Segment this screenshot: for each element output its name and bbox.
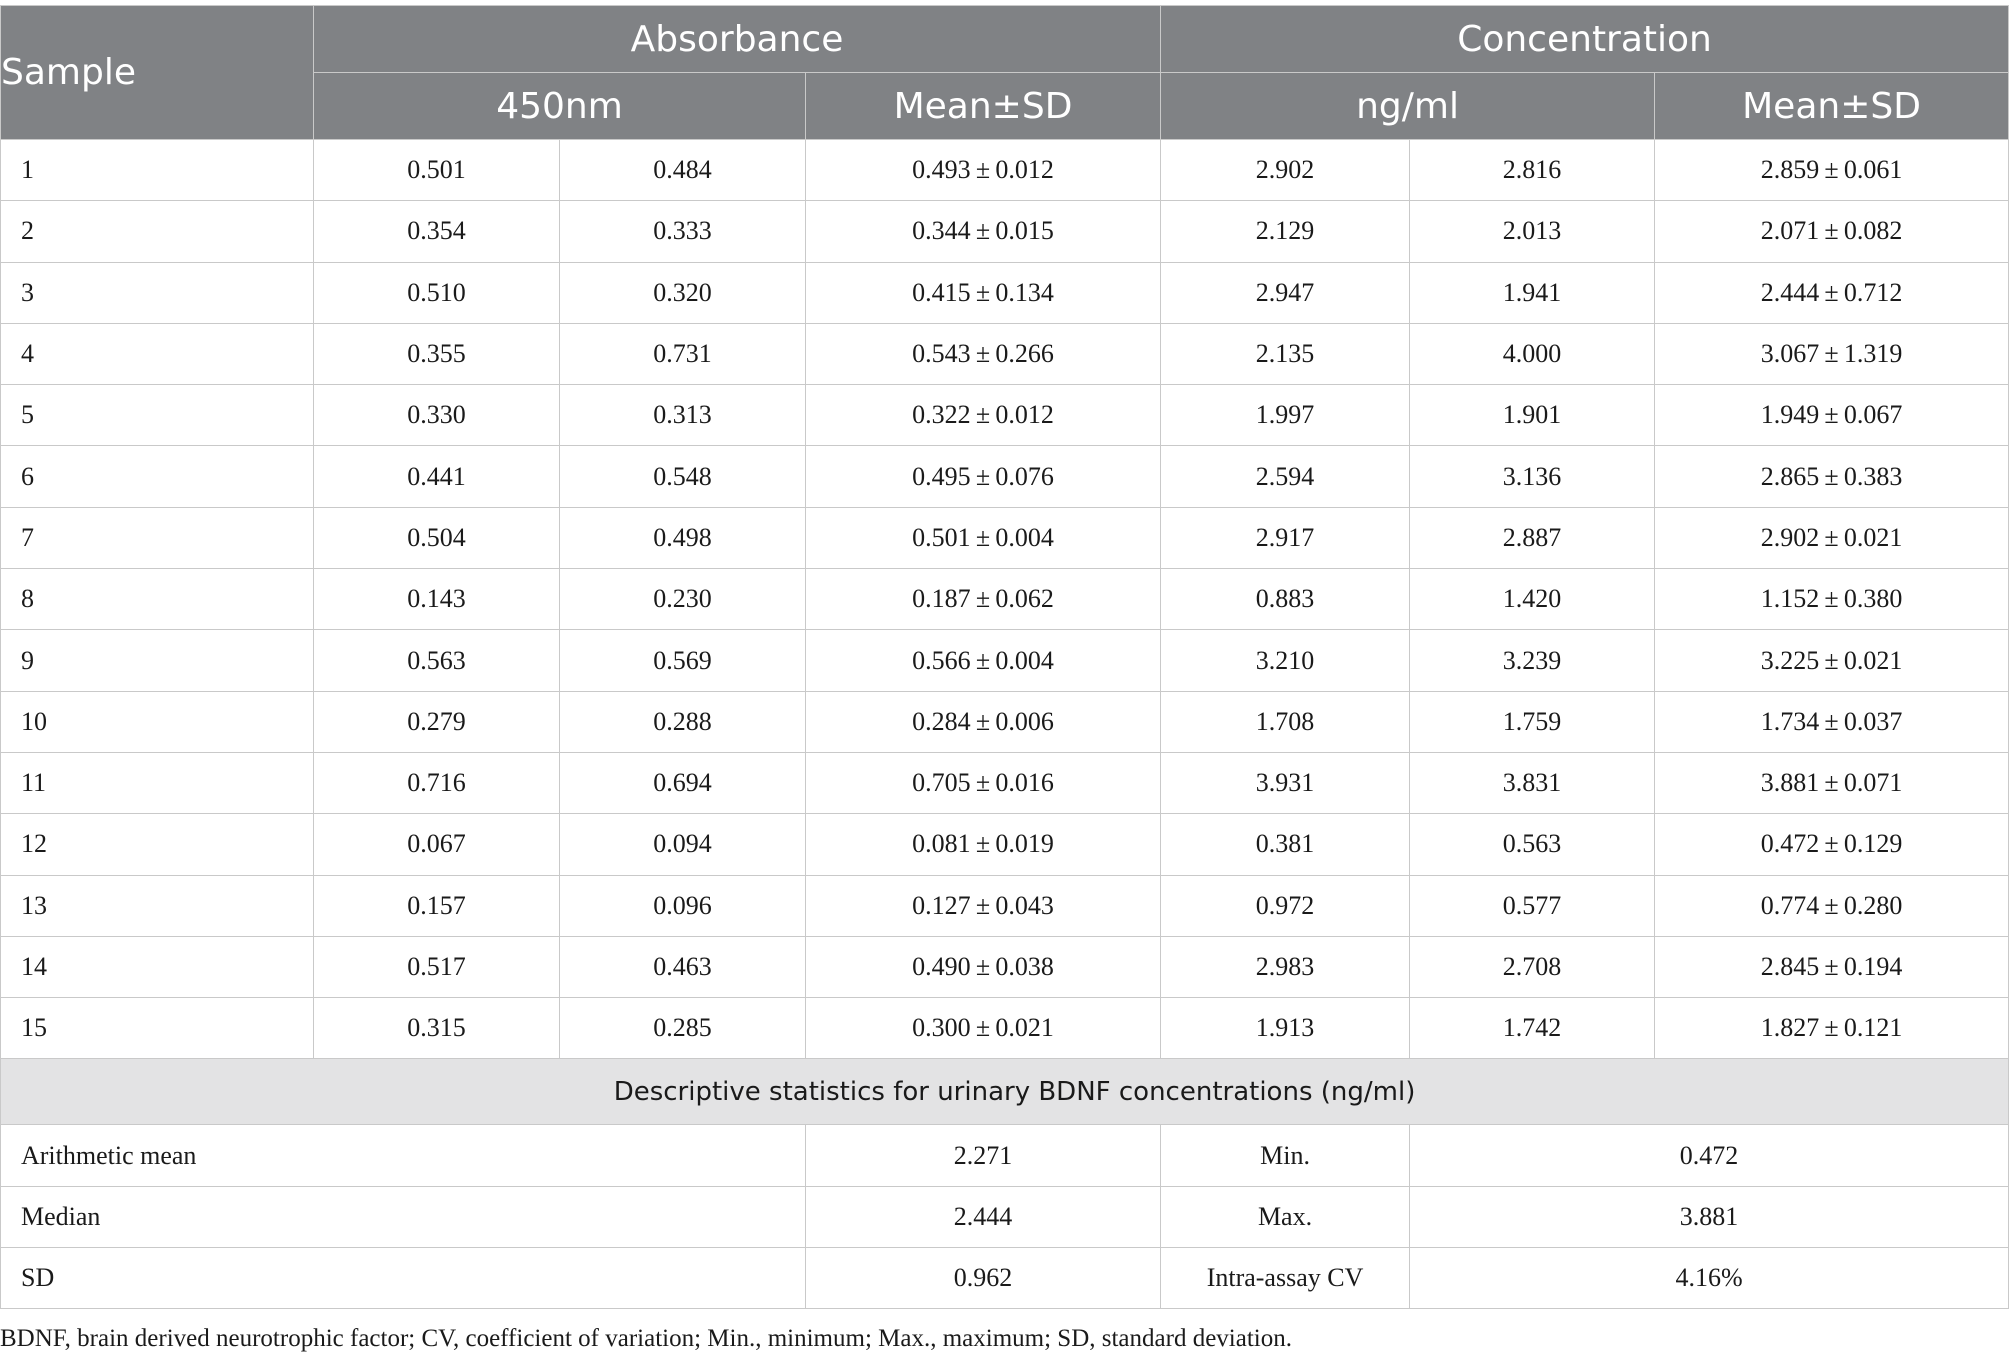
concentration-rep1-cell: 2.902 (1161, 140, 1410, 201)
absorbance-mean-cell: 0.127 ± 0.043 (806, 875, 1161, 936)
concentration-rep1-cell: 2.594 (1161, 446, 1410, 507)
table-row (1, 691, 2009, 752)
absorbance-rep2-cell: 0.094 (560, 814, 806, 875)
concentration-rep2-cell: 1.759 (1410, 691, 1655, 752)
concentration-mean-cell: 2.902 ± 0.021 (1655, 507, 2009, 568)
sample-cell: 10 (1, 691, 314, 752)
concentration-mean-cell: 3.881 ± 0.071 (1655, 752, 2009, 813)
absorbance-rep2-cell: 0.285 (560, 998, 806, 1059)
stat-label: Arithmetic mean (1, 1125, 806, 1186)
absorbance-mean-cell: 0.495 ± 0.076 (806, 446, 1161, 507)
table-row (1, 569, 2009, 630)
concentration-unit-header: ng/ml (1161, 73, 1655, 140)
concentration-rep1-cell: 2.135 (1161, 323, 1410, 384)
concentration-header: Concentration (1161, 6, 2009, 73)
concentration-mean-header: Mean±SD (1655, 73, 2009, 140)
absorbance-mean-cell: 0.300 ± 0.021 (806, 998, 1161, 1059)
concentration-rep2-cell: 1.742 (1410, 998, 1655, 1059)
absorbance-mean-cell: 0.501 ± 0.004 (806, 507, 1161, 568)
concentration-rep2-cell: 3.136 (1410, 446, 1655, 507)
absorbance-rep2-cell: 0.320 (560, 262, 806, 323)
concentration-mean-cell: 2.444 ± 0.712 (1655, 262, 2009, 323)
concentration-mean-cell: 0.472 ± 0.129 (1655, 814, 2009, 875)
absorbance-rep2-cell: 0.096 (560, 875, 806, 936)
concentration-mean-cell: 1.949 ± 0.067 (1655, 385, 2009, 446)
absorbance-rep1-cell: 0.143 (314, 569, 560, 630)
stats-section-row (1, 1059, 2009, 1125)
absorbance-mean-cell: 0.344 ± 0.015 (806, 201, 1161, 262)
stat-value-2: 0.472 (1410, 1125, 2009, 1186)
concentration-rep2-cell: 4.000 (1410, 323, 1655, 384)
concentration-rep2-cell: 1.901 (1410, 385, 1655, 446)
sample-cell: 12 (1, 814, 314, 875)
stat-value: 2.444 (806, 1186, 1161, 1247)
concentration-mean-cell: 2.845 ± 0.194 (1655, 936, 2009, 997)
stats-body (1, 1059, 2009, 1309)
concentration-mean-cell: 0.774 ± 0.280 (1655, 875, 2009, 936)
concentration-rep1-cell: 3.931 (1161, 752, 1410, 813)
sample-cell: 1 (1, 140, 314, 201)
absorbance-rep2-cell: 0.333 (560, 201, 806, 262)
absorbance-mean-header: Mean±SD (806, 73, 1161, 140)
concentration-rep2-cell: 3.831 (1410, 752, 1655, 813)
absorbance-rep1-cell: 0.354 (314, 201, 560, 262)
concentration-rep1-cell: 2.947 (1161, 262, 1410, 323)
absorbance-rep1-cell: 0.315 (314, 998, 560, 1059)
absorbance-rep1-cell: 0.279 (314, 691, 560, 752)
stats-row (1, 1125, 2009, 1186)
absorbance-mean-cell: 0.284 ± 0.006 (806, 691, 1161, 752)
sample-cell: 2 (1, 201, 314, 262)
sample-cell: 5 (1, 385, 314, 446)
table-row (1, 385, 2009, 446)
sample-cell: 3 (1, 262, 314, 323)
table-row (1, 875, 2009, 936)
concentration-rep1-cell: 1.708 (1161, 691, 1410, 752)
concentration-mean-cell: 2.865 ± 0.383 (1655, 446, 2009, 507)
absorbance-rep1-cell: 0.157 (314, 875, 560, 936)
concentration-mean-cell: 2.859 ± 0.061 (1655, 140, 2009, 201)
absorbance-rep2-cell: 0.569 (560, 630, 806, 691)
concentration-rep1-cell: 1.997 (1161, 385, 1410, 446)
absorbance-rep1-cell: 0.563 (314, 630, 560, 691)
concentration-rep1-cell: 2.917 (1161, 507, 1410, 568)
concentration-rep1-cell: 0.883 (1161, 569, 1410, 630)
concentration-rep2-cell: 3.239 (1410, 630, 1655, 691)
stat-value-2: 4.16% (1410, 1248, 2009, 1309)
stat-label: SD (1, 1248, 806, 1309)
absorbance-rep2-cell: 0.484 (560, 140, 806, 201)
absorbance-mean-cell: 0.566 ± 0.004 (806, 630, 1161, 691)
absorbance-rep1-cell: 0.716 (314, 752, 560, 813)
sample-cell: 7 (1, 507, 314, 568)
absorbance-rep2-cell: 0.498 (560, 507, 806, 568)
stat-value: 2.271 (806, 1125, 1161, 1186)
absorbance-mean-cell: 0.081 ± 0.019 (806, 814, 1161, 875)
table-row (1, 752, 2009, 813)
sample-cell: 11 (1, 752, 314, 813)
absorbance-header: Absorbance (314, 6, 1161, 73)
absorbance-rep1-cell: 0.330 (314, 385, 560, 446)
table-row (1, 140, 2009, 201)
stat-label-2: Intra-assay CV (1161, 1248, 1410, 1309)
absorbance-rep1-cell: 0.517 (314, 936, 560, 997)
stat-value: 0.962 (806, 1248, 1161, 1309)
absorbance-rep2-cell: 0.288 (560, 691, 806, 752)
absorbance-rep2-cell: 0.463 (560, 936, 806, 997)
absorbance-mean-cell: 0.493 ± 0.012 (806, 140, 1161, 201)
table-row (1, 630, 2009, 691)
stats-row (1, 1186, 2009, 1247)
concentration-rep1-cell: 2.129 (1161, 201, 1410, 262)
concentration-mean-cell: 3.067 ± 1.319 (1655, 323, 2009, 384)
stat-label-2: Min. (1161, 1125, 1410, 1186)
stat-value-2: 3.881 (1410, 1186, 2009, 1247)
absorbance-rep1-cell: 0.355 (314, 323, 560, 384)
table-row (1, 201, 2009, 262)
concentration-rep1-cell: 2.983 (1161, 936, 1410, 997)
concentration-mean-cell: 1.152 ± 0.380 (1655, 569, 2009, 630)
table-row (1, 323, 2009, 384)
absorbance-rep1-cell: 0.504 (314, 507, 560, 568)
concentration-rep1-cell: 1.913 (1161, 998, 1410, 1059)
absorbance-mean-cell: 0.187 ± 0.062 (806, 569, 1161, 630)
concentration-mean-cell: 3.225 ± 0.021 (1655, 630, 2009, 691)
sample-cell: 8 (1, 569, 314, 630)
stat-label-2: Max. (1161, 1186, 1410, 1247)
sample-cell: 15 (1, 998, 314, 1059)
absorbance-rep1-cell: 0.441 (314, 446, 560, 507)
table-header (1, 6, 2009, 140)
concentration-mean-cell: 1.827 ± 0.121 (1655, 998, 2009, 1059)
stats-section-title: Descriptive statistics for urinary BDNF concentrations (ng/ml) (1, 1059, 2009, 1125)
sample-cell: 6 (1, 446, 314, 507)
concentration-rep2-cell: 2.708 (1410, 936, 1655, 997)
concentration-rep1-cell: 0.972 (1161, 875, 1410, 936)
absorbance-mean-cell: 0.543 ± 0.266 (806, 323, 1161, 384)
stats-row (1, 1248, 2009, 1309)
table-row (1, 262, 2009, 323)
sample-cell: 14 (1, 936, 314, 997)
table-row (1, 936, 2009, 997)
concentration-rep2-cell: 1.941 (1410, 262, 1655, 323)
absorbance-rep2-cell: 0.230 (560, 569, 806, 630)
results-table (0, 5, 2009, 1309)
table-body (1, 140, 2009, 1059)
sample-cell: 4 (1, 323, 314, 384)
concentration-rep2-cell: 0.577 (1410, 875, 1655, 936)
absorbance-rep2-cell: 0.313 (560, 385, 806, 446)
absorbance-mean-cell: 0.705 ± 0.016 (806, 752, 1161, 813)
table-row (1, 814, 2009, 875)
sample-cell: 9 (1, 630, 314, 691)
concentration-rep2-cell: 2.013 (1410, 201, 1655, 262)
absorbance-rep1-cell: 0.510 (314, 262, 560, 323)
absorbance-rep2-cell: 0.548 (560, 446, 806, 507)
table-footnote: BDNF, brain derived neurotrophic factor; CV, coefficient of variation; Min., minimum; Max., maximum; SD, standard deviation. (0, 1325, 1292, 1352)
sample-cell: 13 (1, 875, 314, 936)
stat-label: Median (1, 1186, 806, 1247)
absorbance-mean-cell: 0.415 ± 0.134 (806, 262, 1161, 323)
concentration-rep1-cell: 3.210 (1161, 630, 1410, 691)
concentration-mean-cell: 1.734 ± 0.037 (1655, 691, 2009, 752)
concentration-rep2-cell: 2.887 (1410, 507, 1655, 568)
concentration-rep1-cell: 0.381 (1161, 814, 1410, 875)
absorbance-rep1-cell: 0.067 (314, 814, 560, 875)
absorbance-rep2-cell: 0.731 (560, 323, 806, 384)
table-row (1, 507, 2009, 568)
concentration-rep2-cell: 0.563 (1410, 814, 1655, 875)
table-row (1, 998, 2009, 1059)
absorbance-mean-cell: 0.322 ± 0.012 (806, 385, 1161, 446)
table-row (1, 446, 2009, 507)
concentration-rep2-cell: 2.816 (1410, 140, 1655, 201)
sample-header: Sample (1, 6, 314, 140)
concentration-rep2-cell: 1.420 (1410, 569, 1655, 630)
absorbance-rep1-cell: 0.501 (314, 140, 560, 201)
absorbance-rep2-cell: 0.694 (560, 752, 806, 813)
concentration-mean-cell: 2.071 ± 0.082 (1655, 201, 2009, 262)
absorbance-unit-header: 450nm (314, 73, 806, 140)
absorbance-mean-cell: 0.490 ± 0.038 (806, 936, 1161, 997)
